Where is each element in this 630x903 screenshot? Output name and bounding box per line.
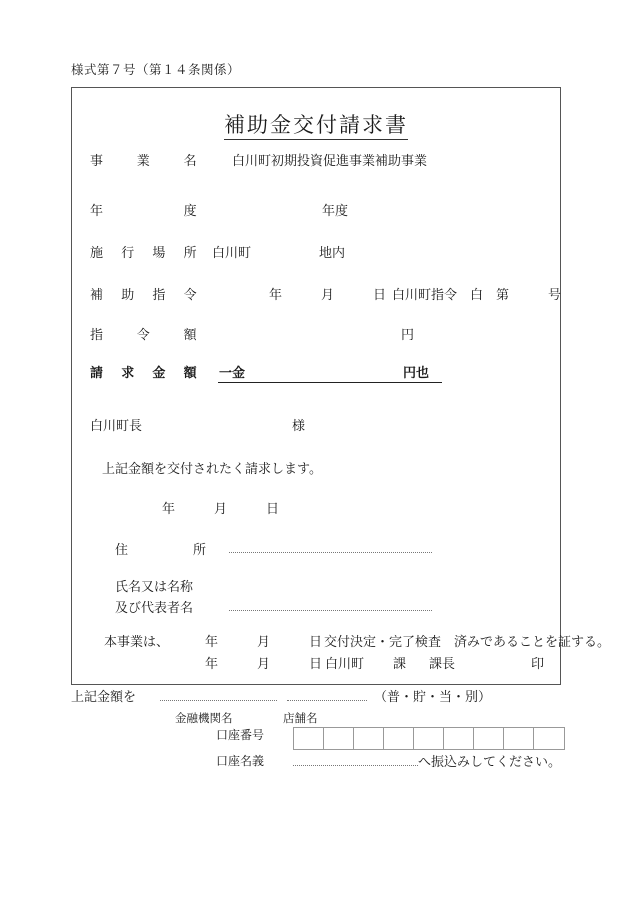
bank-account-number-cell[interactable] <box>444 728 474 749</box>
request-sentence: 上記金額を交付されたく請求します。 <box>102 461 322 476</box>
field-value-fiscal-year: 年度 <box>322 203 349 218</box>
certification-dept: 課 <box>393 656 407 671</box>
field-label-site: 施 行 場 所 <box>90 245 200 260</box>
addressee-recipient: 白川町長 <box>90 418 143 433</box>
bank-account-holder-input[interactable] <box>293 765 418 766</box>
bank-account-type-options: （普・貯・当・別） <box>374 689 492 704</box>
field-label-fiscal-year: 年 度 <box>90 203 200 218</box>
field-label-order-amount: 指 令 額 <box>90 327 200 342</box>
field-label-project-name: 事 業 名 <box>90 153 200 168</box>
applicant-name-input[interactable] <box>229 610 432 611</box>
certification-seal: 印 <box>531 656 545 671</box>
bank-transfer-text: へ振込みしてください。 <box>418 754 562 769</box>
field-value-order-amount-unit: 円 <box>401 327 415 342</box>
field-value-site-suffix: 地内 <box>319 245 346 260</box>
bank-account-number-cell[interactable] <box>414 728 444 749</box>
bank-branch-label: 店舗名 <box>283 713 318 725</box>
field-value-site-town: 白川町 <box>212 245 252 260</box>
bank-account-number-cell[interactable] <box>534 728 564 749</box>
certification-org: 白川町 <box>325 656 365 671</box>
field-value-claim-amount-prefix: 一金 <box>219 365 246 380</box>
applicant-name-label-line2: 及び代表者名 <box>115 600 194 615</box>
bank-intro-text: 上記金額を <box>71 689 137 704</box>
bank-account-number-cell[interactable] <box>294 728 324 749</box>
field-value-subsidy-order-no: 白川町指令 白 第 号 <box>392 287 562 302</box>
page-title-text: 補助金交付請求書 <box>224 113 408 140</box>
applicant-address-input[interactable] <box>229 552 432 553</box>
field-label-subsidy-order: 補 助 指 令 <box>90 287 200 302</box>
certification-prefix: 本事業は、 <box>104 634 170 649</box>
bank-branch-input[interactable] <box>287 700 367 701</box>
page-title <box>72 109 560 139</box>
field-value-subsidy-order-date: 年 月 日 <box>269 287 387 302</box>
bank-account-number-cell[interactable] <box>324 728 354 749</box>
bank-account-number-cell[interactable] <box>384 728 414 749</box>
certification-title: 課長 <box>429 656 456 671</box>
certification-date-2: 年 月 日 <box>205 656 323 671</box>
form-main-box <box>71 87 611 685</box>
bank-account-number-cell[interactable] <box>504 728 534 749</box>
bank-institution-label: 金融機関名 <box>175 713 233 725</box>
bank-account-number-cell[interactable] <box>354 728 384 749</box>
field-label-claim-amount: 請 求 金 額 <box>90 365 200 380</box>
applicant-date-line: 年 月 日 <box>162 501 280 516</box>
bank-account-number-label: 口座番号 <box>216 728 265 742</box>
applicant-address-label: 住 所 <box>115 542 209 557</box>
field-value-project-name: 白川町初期投資促進事業補助事業 <box>232 153 428 168</box>
form-number: 様式第７号（第１４条関係） <box>71 63 241 77</box>
applicant-name-label-line1: 氏名又は名称 <box>115 579 194 594</box>
certification-date-1: 年 月 日 <box>205 634 323 649</box>
certification-text: 交付決定・完了検査 済みであることを証する。 <box>324 634 611 649</box>
field-value-claim-amount-unit: 円也 <box>403 365 430 380</box>
bank-account-holder-label: 口座名義 <box>216 754 265 768</box>
bank-account-number-cell[interactable] <box>474 728 504 749</box>
claim-amount-underline <box>218 382 442 383</box>
bank-account-number-cells[interactable] <box>293 727 565 750</box>
addressee-honorific: 様 <box>292 418 306 433</box>
bank-institution-input[interactable] <box>160 700 277 701</box>
